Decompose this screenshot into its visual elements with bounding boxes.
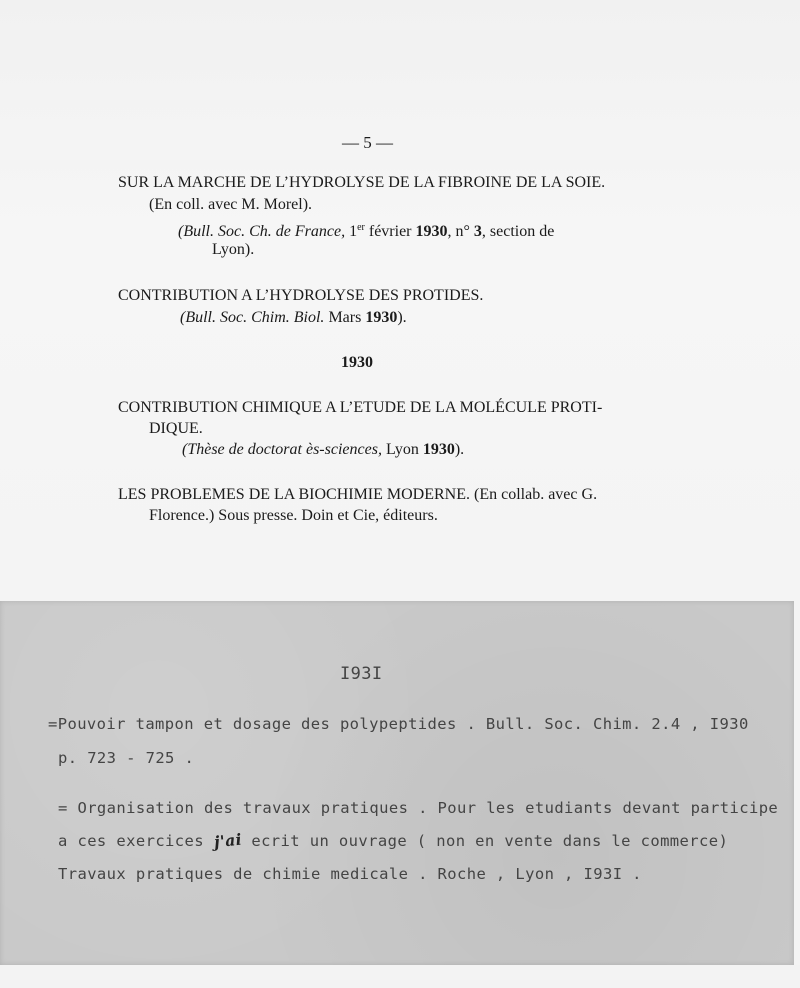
slip-item1-line1: =Pouvoir tampon et dosage des polypeptides . Bull. Soc. Chim. 2.4 , I930 <box>48 715 749 733</box>
ref-place: Lyon <box>381 441 423 458</box>
journal-name: (Bull. Soc. Chim. Biol. <box>180 309 325 326</box>
year-heading-1930: 1930 <box>341 354 373 371</box>
ref-end: ). <box>397 309 407 326</box>
entry-fibroine-title: SUR LA MARCHE DE L’HYDROLYSE DE LA FIBROINE DE LA SOIE. <box>118 174 606 191</box>
page-number: — 5 — <box>342 133 393 152</box>
page-margin-bottom <box>0 965 800 988</box>
entry-biochimie-line2: Florence.) Sous presse. Doin et Cie, éditeurs. <box>149 507 438 524</box>
ref-day-sup: er <box>357 222 365 233</box>
entry-fibroine-reference-end: Lyon). <box>212 241 255 258</box>
ref-year: 1930 <box>422 441 455 458</box>
ref-end: ). <box>454 441 465 458</box>
ref-number: 3 <box>473 223 482 240</box>
ref-month: Mars <box>324 309 366 326</box>
ref-year: 1930 <box>415 223 448 240</box>
ref-day: 1 <box>345 223 358 240</box>
ref-section: , section de <box>481 223 555 240</box>
entry-these-reference <box>182 440 464 460</box>
thesis-name: (Thèse de doctorat ès-sciences, <box>182 441 382 458</box>
typewritten-slip <box>0 601 794 965</box>
entry-fibroine-coauthor: (En coll. avec M. Morel). <box>149 196 313 213</box>
ref-number-label: , n° <box>447 223 474 240</box>
slip-item1-line2: p. 723 - 725 . <box>58 749 195 767</box>
entry-these-title-line1: CONTRIBUTION CHIMIQUE A L’ETUDE DE LA MOLÉCULE PROTI- <box>118 399 603 416</box>
entry-fibroine-reference <box>178 218 554 242</box>
entry-biochimie-line1: LES PROBLEMES DE LA BIOCHIMIE MODERNE. (En collab. avec G. <box>118 486 598 503</box>
ref-year: 1930 <box>365 309 398 326</box>
ref-month: février <box>364 223 416 240</box>
slip-text: a ces exercices <box>58 832 214 850</box>
entry-protides-reference <box>180 308 407 328</box>
handwritten-annotation: j'ai <box>212 829 243 852</box>
slip-text: ecrit un ouvrage ( non en vente dans le commerce) <box>241 832 729 850</box>
journal-name: (Bull. Soc. Ch. de France, <box>178 223 346 240</box>
slip-item2-line2 <box>58 831 728 851</box>
slip-year-heading: I93I <box>340 664 383 684</box>
slip-item2-line1: = Organisation des travaux pratiques . Pour les etudiants devant participe <box>58 799 779 817</box>
entry-these-title-line2: DIQUE. <box>149 420 203 437</box>
slip-item2-line3: Travaux pratiques de chimie medicale . Roche , Lyon , I93I . <box>58 865 642 883</box>
entry-protides-title: CONTRIBUTION A L’HYDROLYSE DES PROTIDES. <box>118 287 484 304</box>
